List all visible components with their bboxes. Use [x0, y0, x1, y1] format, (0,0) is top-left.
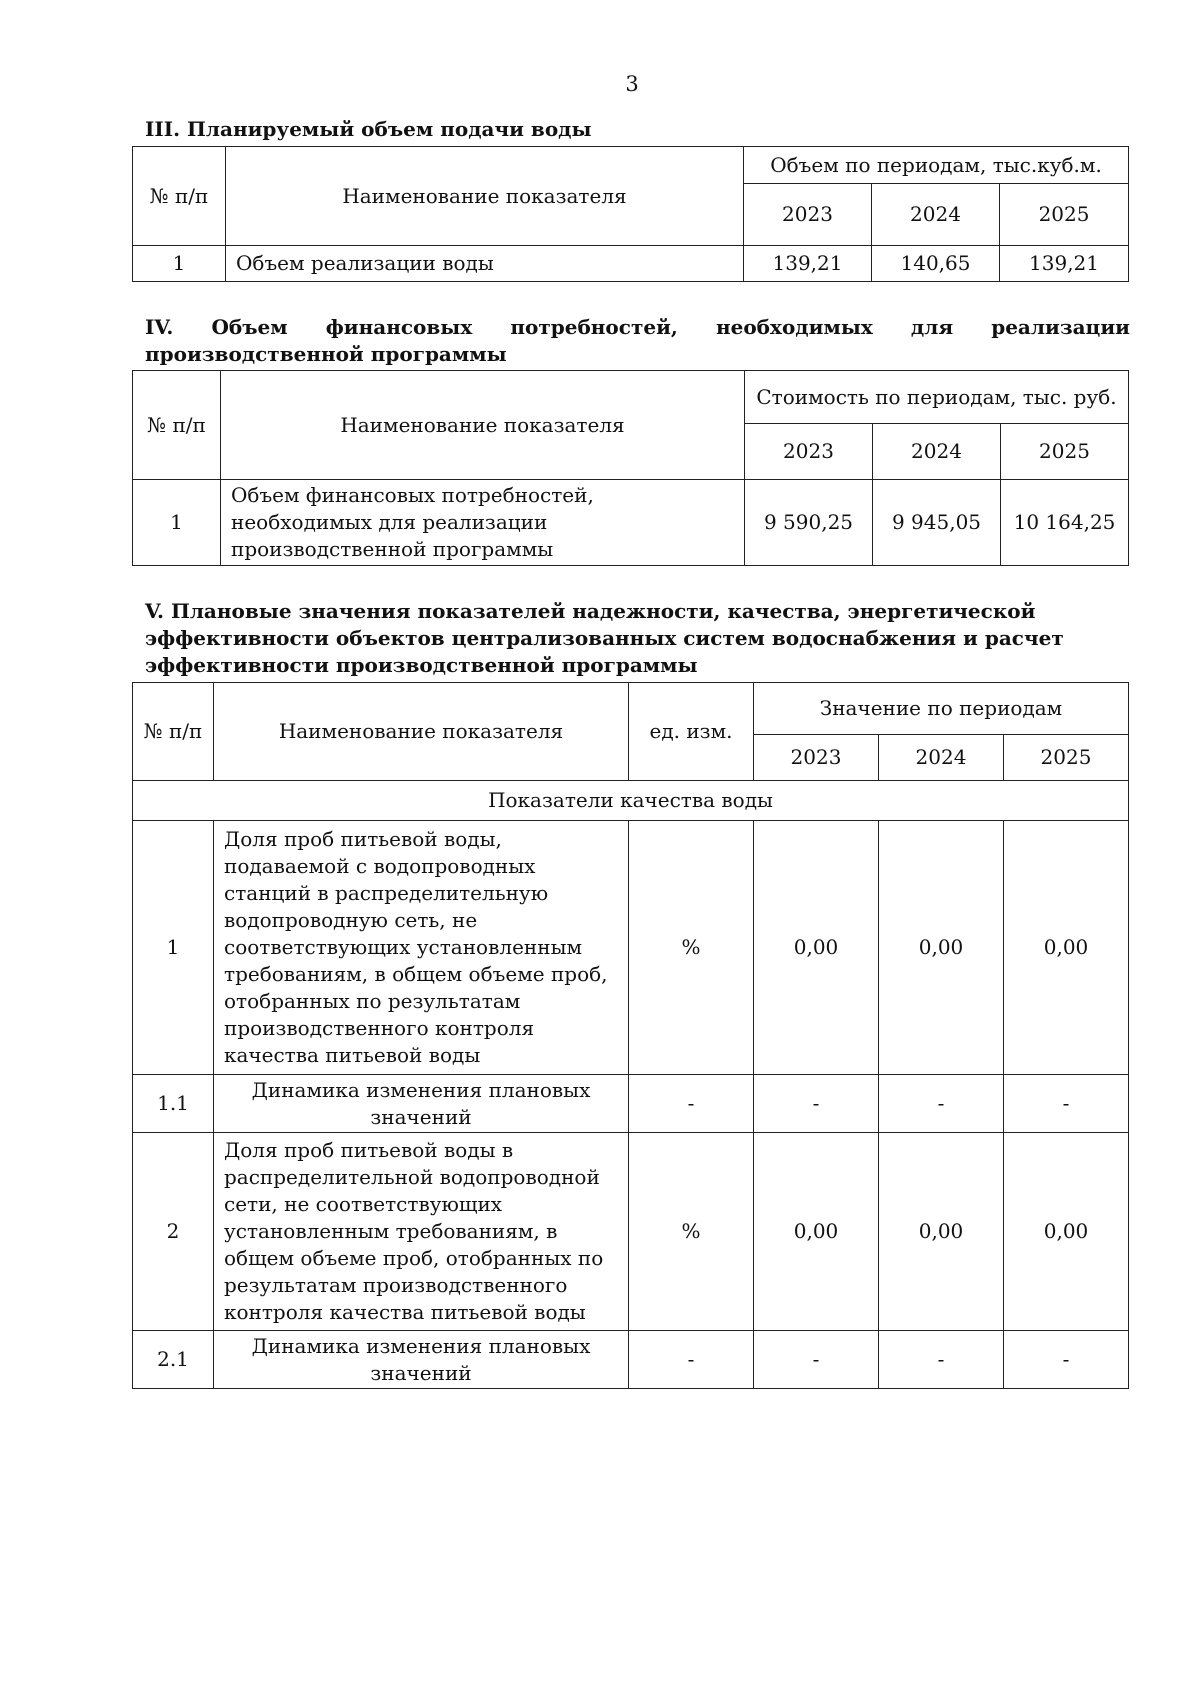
section-5-title: V. Плановые значения показателей надежности, качества, энергетической эффективности объектов централизованных систем водоснабжения и расчет эффективности производственной программы — [145, 599, 1064, 677]
row-value-2025: 0,00 — [1004, 1133, 1129, 1331]
header-year-2023: 2023 — [754, 735, 879, 781]
header-year-2023: 2023 — [745, 424, 873, 480]
row-value-2024: 0,00 — [879, 821, 1004, 1075]
header-name: Наименование показателя — [226, 147, 744, 246]
row-num: 1 — [133, 821, 214, 1075]
table-row — [133, 246, 1129, 282]
row-name: Объем финансовых потребностей, необходимых для реализации производственной программы — [221, 480, 745, 566]
table-row — [133, 1331, 1129, 1389]
header-unit: ед. изм. — [629, 683, 754, 781]
header-num: № п/п — [133, 147, 226, 246]
row-value-2023: 0,00 — [754, 1133, 879, 1331]
row-unit: - — [629, 1331, 754, 1389]
row-value-2023: - — [754, 1075, 879, 1133]
header-year-2023: 2023 — [744, 184, 872, 246]
header-name: Наименование показателя — [221, 371, 745, 480]
row-num: 1 — [133, 246, 226, 282]
row-value-2024: 9 945,05 — [873, 480, 1001, 566]
row-name: Объем реализации воды — [226, 246, 744, 282]
row-value-2024: - — [879, 1075, 1004, 1133]
row-name: Доля проб питьевой воды в распределительной водопроводной сети, не соответствующих установленным требованиям, в общем объеме проб, отобранных по результатам производственного контроля качества питьевой воды — [214, 1133, 629, 1331]
row-value-2024: - — [879, 1331, 1004, 1389]
header-name: Наименование показателя — [214, 683, 629, 781]
row-num: 1 — [133, 480, 221, 566]
row-unit: % — [629, 821, 754, 1075]
row-unit: - — [629, 1075, 754, 1133]
row-value-2025: 10 164,25 — [1001, 480, 1129, 566]
header-period-group: Стоимость по периодам, тыс. руб. — [745, 371, 1129, 424]
table-row — [133, 1133, 1129, 1331]
table-indicators — [132, 682, 1129, 1389]
header-year-2025: 2025 — [1004, 735, 1129, 781]
page-number: 3 — [625, 72, 639, 96]
table-water-supply — [132, 146, 1129, 282]
row-name: Динамика изменения плановых значений — [214, 1331, 629, 1389]
header-year-2024: 2024 — [879, 735, 1004, 781]
header-period-group: Значение по периодам — [754, 683, 1129, 735]
header-year-2024: 2024 — [872, 184, 1000, 246]
section-3-title: III. Планируемый объем подачи воды — [145, 117, 592, 141]
header-num: № п/п — [133, 371, 221, 480]
row-value-2023: 0,00 — [754, 821, 879, 1075]
table-row — [133, 480, 1129, 566]
row-num: 2 — [133, 1133, 214, 1331]
row-value-2023: 139,21 — [744, 246, 872, 282]
row-value-2025: - — [1004, 1075, 1129, 1133]
row-value-2023: - — [754, 1331, 879, 1389]
subheader-water-quality: Показатели качества воды — [133, 781, 1129, 821]
section-4-title: IV. Объем финансовых потребностей, необходимых для реализации производственной программы — [145, 315, 1130, 366]
table-row — [133, 821, 1129, 1075]
row-value-2025: - — [1004, 1331, 1129, 1389]
table-financial-needs — [132, 370, 1129, 566]
row-num: 1.1 — [133, 1075, 214, 1133]
row-name: Доля проб питьевой воды, подаваемой с водопроводных станций в распределительную водопроводную сеть, не соответствующих установленным требованиям, в общем объеме проб, отобранных по результатам производственного контроля качества питьевой воды — [214, 821, 629, 1075]
header-num: № п/п — [133, 683, 214, 781]
row-unit: % — [629, 1133, 754, 1331]
header-year-2025: 2025 — [1001, 424, 1129, 480]
row-value-2025: 0,00 — [1004, 821, 1129, 1075]
header-year-2025: 2025 — [1000, 184, 1129, 246]
table-row — [133, 1075, 1129, 1133]
header-period-group: Объем по периодам, тыс.куб.м. — [744, 147, 1129, 184]
header-year-2024: 2024 — [873, 424, 1001, 480]
row-value-2024: 140,65 — [872, 246, 1000, 282]
row-num: 2.1 — [133, 1331, 214, 1389]
row-name: Динамика изменения плановых значений — [214, 1075, 629, 1133]
row-value-2024: 0,00 — [879, 1133, 1004, 1331]
row-value-2023: 9 590,25 — [745, 480, 873, 566]
row-value-2025: 139,21 — [1000, 246, 1129, 282]
